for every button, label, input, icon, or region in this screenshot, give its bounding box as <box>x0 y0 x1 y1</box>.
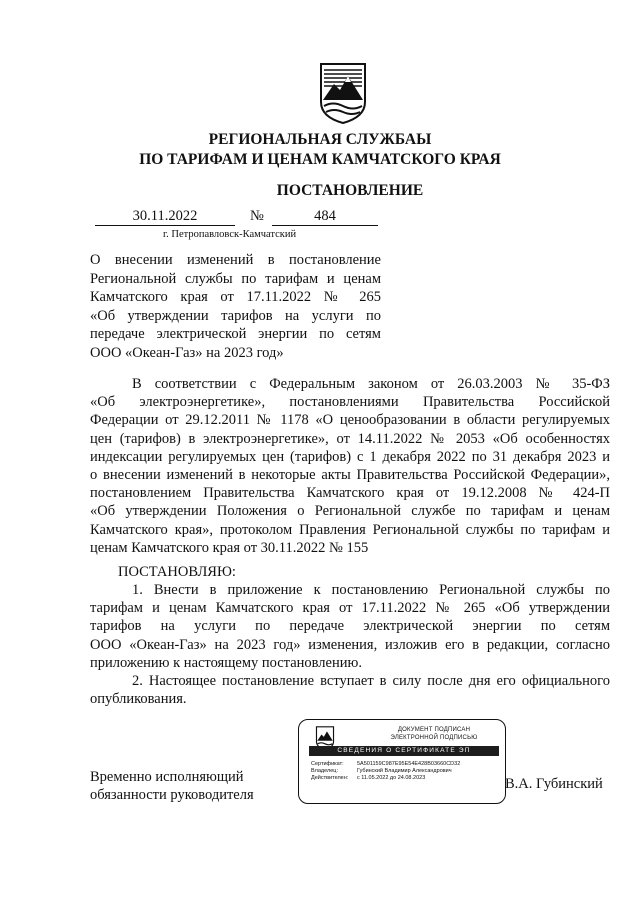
subject-line: Региональной службы по тарифам и ценам <box>90 270 381 287</box>
certificate-row <box>311 761 501 768</box>
resolve-word: ПОСТАНОВЛЯЮ: <box>118 564 236 580</box>
electronic-signature-stamp <box>298 719 506 804</box>
owner-row <box>311 768 501 775</box>
item-1-line: ООО «Океан-Газ» на 2023 год» изменения, изложив его в редакции, согласно <box>90 636 610 653</box>
certificate-value: 5A501159C987E95E54E428B03660CD32 <box>357 761 461 767</box>
signatory-name: В.А. Губинский <box>505 776 603 792</box>
issue-city: г. Петропавловск-Камчатский <box>163 229 297 240</box>
certificate-info-bar: СВЕДЕНИЯ О СЕРТИФИКАТЕ ЭП <box>309 746 499 756</box>
item-2-line: 2. Настоящее постановление вступает в силу после дня его официального <box>132 673 610 689</box>
preamble-line: Камчатского края», протоколом Правления Региональной службы по тарифам и <box>90 521 610 538</box>
document-type-title: ПОСТАНОВЛЕНИЕ <box>276 182 424 199</box>
document-number: 484 <box>272 208 378 226</box>
stamp-title-line1: ДОКУМЕНТ ПОДПИСАН <box>397 727 471 733</box>
subject-line: ООО «Океан-Газ» на 2023 год» <box>90 344 284 361</box>
validity-row <box>311 775 501 782</box>
owner-label: Владелец: <box>311 768 338 774</box>
preamble-line: индексации регулируемых цен (тарифов) с 1 декабря 2022 по 31 декабря 2023 и <box>90 448 610 465</box>
number-sign: № <box>250 208 264 224</box>
signatory-position <box>90 768 254 804</box>
document-date: 30.11.2022 <box>95 208 235 226</box>
item-1-line: 1. Внести в приложение к постановлению Региональной службы по <box>132 582 610 598</box>
subject-line: «Об утверждении тарифов на услуги по <box>90 307 381 324</box>
preamble-line: постановлением Правительства Камчатского края от 19.12.2008 № 424-П <box>90 485 610 502</box>
item-2-line: опубликования. <box>90 691 187 708</box>
owner-value: Губинский Владимир Александрович <box>357 768 452 774</box>
stamp-title-line2: ЭЛЕКТРОННОЙ ПОДПИСЬЮ <box>390 734 478 741</box>
kamchatka-emblem-icon <box>318 62 368 124</box>
preamble-line: «Об электроэнергетике», постановлениями Правительства Российской <box>90 394 610 411</box>
preamble-line: цен (тарифов) в электроэнергетике», от 14.11.2022 № 2053 «Об особенностях <box>90 430 610 447</box>
subject-line: передаче электрической энергии по сетям <box>90 326 381 342</box>
document-subject <box>90 251 381 362</box>
item-1-line: тарифов на услуги по передаче электрической энергии по сетям <box>90 618 610 635</box>
preamble-line: В соответствии с Федеральным законом от 26.03.2003 № 35-ФЗ <box>132 376 610 392</box>
item-1-line: тарифам и ценам Камчатского края от 17.11.2022 № 265 «Об утверждении <box>90 600 610 617</box>
preamble-line: о внесении изменений в некоторые акты Правительства Российской Федерации», <box>90 467 610 484</box>
validity-value: с 11.05.2022 до 24.08.2023 <box>357 775 426 781</box>
preamble-line: «Об утверждении Положения о Региональной службе по тарифам и ценам <box>90 503 610 520</box>
certificate-label: Сертификат: <box>311 761 344 767</box>
position-line1: Временно исполняющий <box>90 769 244 785</box>
agency-name-line2: ПО ТАРИФАМ И ЦЕНАМ КАМЧАТСКОГО КРАЯ <box>139 151 501 168</box>
preamble-line: Федерации от 29.12.2011 № 1178 «О ценообразовании в области регулируемых <box>90 412 610 429</box>
item-2-paragraph <box>90 672 610 708</box>
subject-line: Камчатского края от 17.11.2022 № 265 <box>90 289 381 305</box>
item-1-line: приложению к настоящему постановлению. <box>90 654 362 671</box>
signature-stamp-title <box>369 727 499 742</box>
position-line2: обязанности руководителя <box>90 787 254 803</box>
agency-name-line1: РЕГИОНАЛЬНАЯ СЛУЖБАЫ <box>208 131 432 148</box>
validity-label: Действителен: <box>311 775 349 781</box>
subject-line: О внесении изменений в постановление <box>90 252 381 268</box>
preamble-line: ценам Камчатского края от 30.11.2022 № 155 <box>90 539 369 556</box>
item-1-paragraph <box>90 581 610 672</box>
preamble-paragraph <box>90 375 610 557</box>
